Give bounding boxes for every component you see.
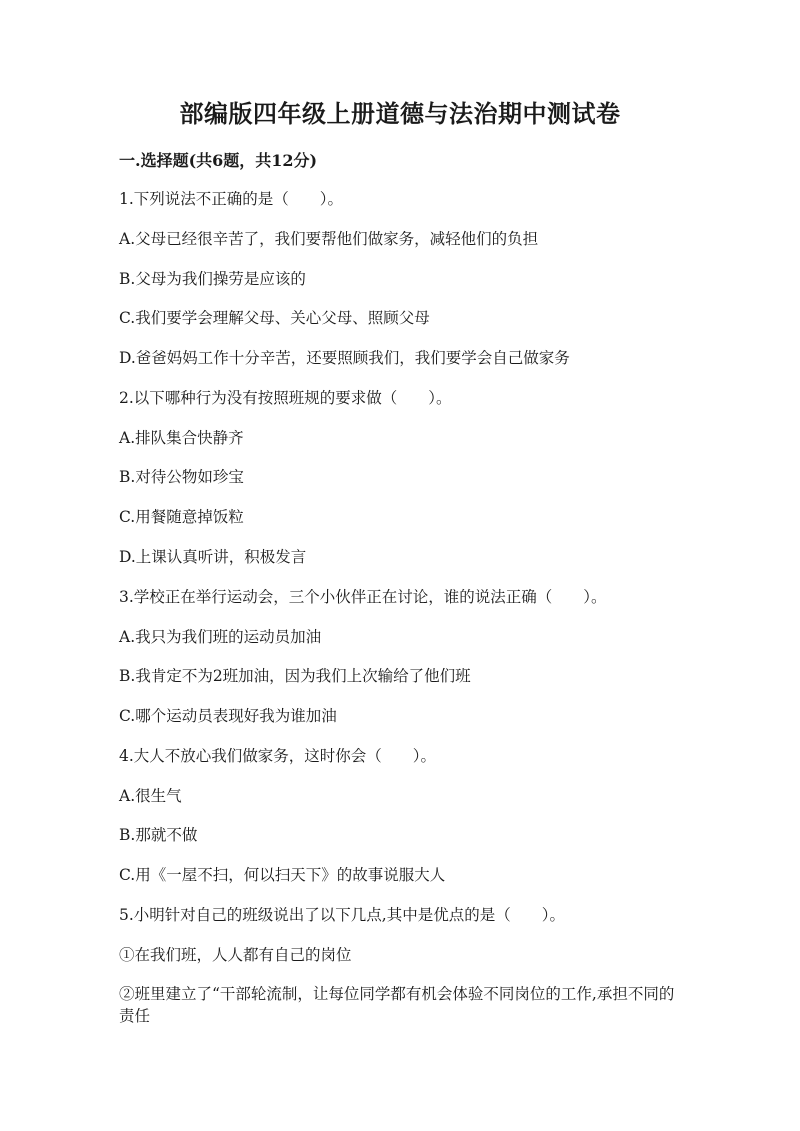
question-3-stem: 3.学校正在举行运动会，三个小伙伴正在讨论，谁的说法正确（ ）。 xyxy=(119,588,607,606)
section-heading: 一.选择题(共6题，共12分) xyxy=(119,151,318,170)
question-5-item-1: ①在我们班，人人都有自己的岗位 xyxy=(119,946,352,964)
question-4-option-c: C.用《一屋不扫，何以扫天下》的故事说服大人 xyxy=(119,866,446,884)
question-2-option-d: D.上课认真听讲，积极发言 xyxy=(119,548,307,566)
question-4-option-b: B.那就不做 xyxy=(119,826,198,844)
question-4-stem: 4.大人不放心我们做家务，这时你会（ ）。 xyxy=(119,747,437,765)
question-1-option-a: A.父母已经很辛苦了，我们要帮他们做家务，减轻他们的负担 xyxy=(119,230,539,248)
question-2-option-c: C.用餐随意掉饭粒 xyxy=(119,508,244,526)
question-3-option-c: C.哪个运动员表现好我为谁加油 xyxy=(119,707,337,725)
question-1-option-b: B.父母为我们操劳是应该的 xyxy=(119,270,306,288)
question-4-option-a: A.很生气 xyxy=(119,787,182,805)
question-2-option-a: A.排队集合快静齐 xyxy=(119,429,244,447)
question-5-item-2: ②班里建立了“干部轮流制，让每位同学都有机会体验不同岗位的工作,承担不同的责任 xyxy=(119,985,675,1025)
question-1-stem: 1.下列说法不正确的是（ ）。 xyxy=(119,190,344,208)
question-2-option-b: B.对待公物如珍宝 xyxy=(119,468,244,486)
question-3-option-b: B.我肯定不为2班加油，因为我们上次输给了他们班 xyxy=(119,667,471,685)
page-title: 部编版四年级上册道德与法治期中测试卷 xyxy=(179,99,621,128)
question-2-stem: 2.以下哪种行为没有按照班规的要求做（ ）。 xyxy=(119,389,452,407)
question-1-option-d: D.爸爸妈妈工作十分辛苦，还要照顾我们，我们要学会自己做家务 xyxy=(119,349,570,367)
question-1-option-c: C.我们要学会理解父母、关心父母、照顾父母 xyxy=(119,309,430,327)
question-3-option-a: A.我只为我们班的运动员加油 xyxy=(119,628,322,646)
question-5-stem: 5.小明针对自己的班级说出了以下几点,其中是优点的是（ ）。 xyxy=(119,906,565,924)
